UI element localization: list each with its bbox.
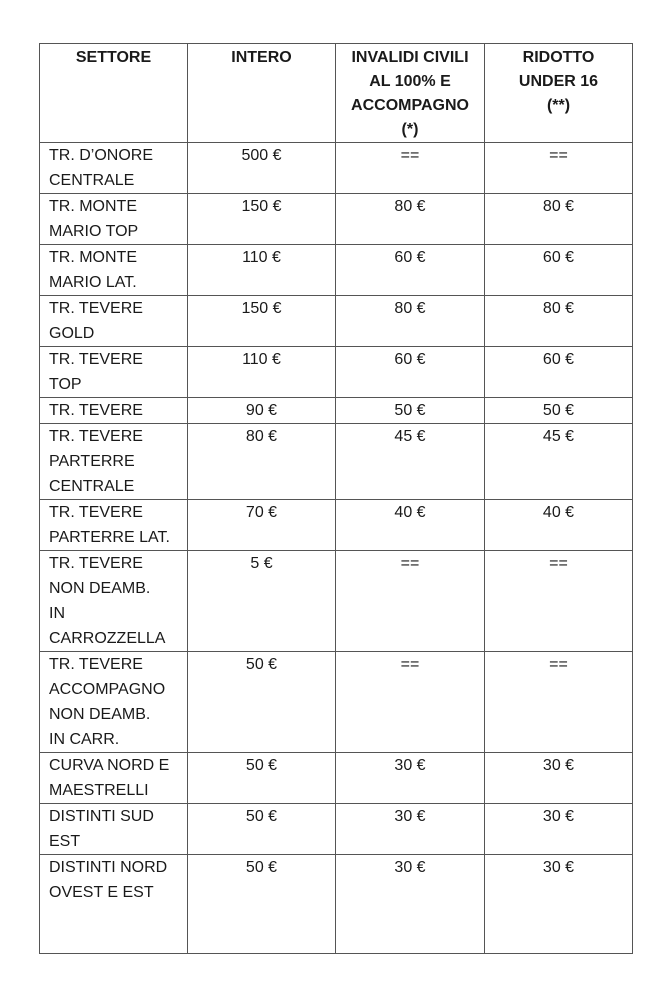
- table-row: [40, 855, 633, 954]
- sector-cell: [40, 347, 188, 398]
- table-row: [40, 398, 633, 424]
- sector-cell: [40, 753, 188, 804]
- header-invalidi: [336, 44, 485, 143]
- intero-cell: 90 €: [188, 398, 336, 424]
- header-text: RIDOTTO: [522, 49, 595, 66]
- invalidi-cell: 80 €: [336, 296, 485, 347]
- sector-text: GOLD: [49, 325, 95, 342]
- header-text: INTERO: [231, 49, 292, 66]
- header-settore: [40, 44, 188, 143]
- sector-text: MARIO LAT.: [49, 274, 137, 291]
- sector-text: TR. TEVERE: [49, 300, 143, 317]
- intero-cell: 50 €: [188, 753, 336, 804]
- invalidi-cell: 45 €: [336, 424, 485, 500]
- ridotto-cell: 60 €: [485, 245, 633, 296]
- sector-text: TR. TEVERE: [49, 402, 143, 419]
- sector-cell: [40, 245, 188, 296]
- sector-text: DISTINTI NORD: [49, 859, 168, 876]
- price-table: [39, 43, 633, 954]
- intero-cell: 500 €: [188, 143, 336, 194]
- invalidi-cell: 30 €: [336, 804, 485, 855]
- sector-text: PARTERRE LAT.: [49, 529, 170, 546]
- sector-text: IN: [49, 605, 65, 622]
- intero-cell: 150 €: [188, 296, 336, 347]
- sector-text: MARIO TOP: [49, 223, 139, 240]
- intero-cell: 50 €: [188, 652, 336, 753]
- invalidi-cell: 30 €: [336, 855, 485, 954]
- invalidi-cell: ==: [336, 551, 485, 652]
- sector-cell: [40, 652, 188, 753]
- table-row: [40, 652, 633, 753]
- invalidi-cell: 60 €: [336, 245, 485, 296]
- sector-text: NON DEAMB.: [49, 580, 151, 597]
- sector-cell: [40, 296, 188, 347]
- header-text: ACCOMPAGNO: [351, 97, 469, 114]
- header-text: INVALIDI CIVILI: [351, 49, 469, 66]
- header-row: [40, 44, 633, 143]
- table-row: [40, 194, 633, 245]
- invalidi-cell: 60 €: [336, 347, 485, 398]
- ridotto-cell: 40 €: [485, 500, 633, 551]
- sector-text: CURVA NORD E: [49, 757, 170, 774]
- sector-text: ACCOMPAGNO: [49, 681, 166, 698]
- intero-cell: 110 €: [188, 245, 336, 296]
- ridotto-cell: 30 €: [485, 804, 633, 855]
- intero-cell: 50 €: [188, 855, 336, 954]
- invalidi-cell: 80 €: [336, 194, 485, 245]
- ridotto-cell: ==: [485, 652, 633, 753]
- ridotto-cell: 80 €: [485, 296, 633, 347]
- sector-cell: [40, 500, 188, 551]
- sector-text: TR. MONTE: [49, 198, 137, 215]
- header-text: (**): [546, 97, 571, 114]
- header-text: UNDER 16: [518, 73, 599, 90]
- header-intero: [188, 44, 336, 143]
- header-text: SETTORE: [75, 49, 152, 66]
- table-row: [40, 500, 633, 551]
- ridotto-cell: 80 €: [485, 194, 633, 245]
- table-row: [40, 804, 633, 855]
- sector-cell: [40, 855, 188, 954]
- ridotto-cell: ==: [485, 551, 633, 652]
- intero-cell: 80 €: [188, 424, 336, 500]
- sector-cell: [40, 143, 188, 194]
- header-text: AL 100% E: [369, 73, 451, 90]
- invalidi-cell: ==: [336, 652, 485, 753]
- invalidi-cell: 50 €: [336, 398, 485, 424]
- intero-cell: 5 €: [188, 551, 336, 652]
- header-text: (*): [401, 121, 419, 138]
- intero-cell: 110 €: [188, 347, 336, 398]
- table-row: [40, 551, 633, 652]
- intero-cell: 50 €: [188, 804, 336, 855]
- sector-text: EST: [49, 833, 81, 850]
- sector-text: IN CARR.: [49, 731, 120, 748]
- table-row: [40, 424, 633, 500]
- sector-text: TR. TEVERE: [49, 555, 143, 572]
- sector-text: CENTRALE: [49, 172, 135, 189]
- sector-text: TR. TEVERE: [49, 656, 143, 673]
- sector-text: CENTRALE: [49, 478, 135, 495]
- ridotto-cell: 30 €: [485, 855, 633, 954]
- invalidi-cell: 30 €: [336, 753, 485, 804]
- table-row: [40, 753, 633, 804]
- intero-cell: 150 €: [188, 194, 336, 245]
- table-row: [40, 347, 633, 398]
- sector-text: NON DEAMB.: [49, 706, 151, 723]
- intero-cell: 70 €: [188, 500, 336, 551]
- table-row: [40, 143, 633, 194]
- ridotto-cell: 45 €: [485, 424, 633, 500]
- table-row: [40, 296, 633, 347]
- sector-text: TR. TEVERE: [49, 428, 143, 445]
- sector-text: DISTINTI SUD: [49, 808, 154, 825]
- ridotto-cell: ==: [485, 143, 633, 194]
- sector-text: TR. D’ONORE: [49, 147, 153, 164]
- sector-text: TOP: [49, 376, 82, 393]
- sector-cell: [40, 398, 188, 424]
- header-ridotto: [485, 44, 633, 143]
- sector-text: PARTERRE: [49, 453, 135, 470]
- sector-text: TR. TEVERE: [49, 351, 143, 368]
- invalidi-cell: ==: [336, 143, 485, 194]
- sector-cell: [40, 424, 188, 500]
- ridotto-cell: 50 €: [485, 398, 633, 424]
- sector-text: OVEST E EST: [49, 884, 154, 901]
- ridotto-cell: 60 €: [485, 347, 633, 398]
- ridotto-cell: 30 €: [485, 753, 633, 804]
- sector-text: CARROZZELLA: [49, 630, 166, 647]
- sector-cell: [40, 804, 188, 855]
- table-row: [40, 245, 633, 296]
- sector-cell: [40, 551, 188, 652]
- invalidi-cell: 40 €: [336, 500, 485, 551]
- sector-text: TR. TEVERE: [49, 504, 143, 521]
- sector-text: TR. MONTE: [49, 249, 137, 266]
- sector-cell: [40, 194, 188, 245]
- sector-text: MAESTRELLI: [49, 782, 149, 799]
